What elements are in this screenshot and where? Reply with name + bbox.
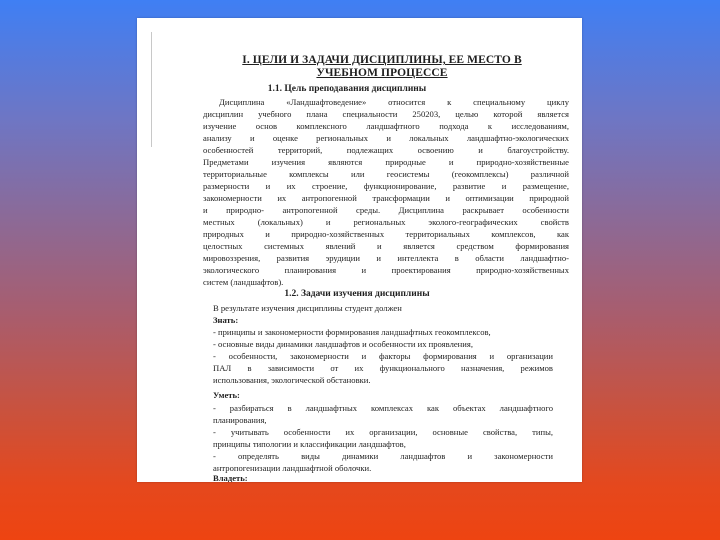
paragraph-line: дисциплин учебного плана специальности 250203, целью которой является bbox=[203, 109, 569, 119]
scanned-text bbox=[137, 18, 582, 482]
can-label: Уметь: bbox=[213, 390, 240, 400]
document-page bbox=[137, 18, 582, 482]
list-line: - особенности, закономерности и факторы формирования и организации bbox=[213, 351, 553, 361]
paragraph-line: анализу и оценке региональных и локальных ландшафтно-экологических bbox=[203, 133, 569, 143]
list-line: принципы типологии и классификации ландшафтов, bbox=[213, 439, 406, 449]
paragraph-line: целостных системных явлений и является средством формирования bbox=[203, 241, 569, 251]
list-line: антропогенизации ландшафтной оболочки. bbox=[213, 463, 372, 473]
list-line: - принципы и закономерности формирования ландшафтных геокомплексов, bbox=[213, 327, 491, 337]
paragraph-line: Предметами изучения являются природные и природно-хозяйственные bbox=[203, 157, 569, 167]
section-2-heading: 1.2. Задачи изучения дисциплины bbox=[284, 289, 430, 299]
paragraph-line: экологического планирования и проектирования природно-хозяйственных bbox=[203, 265, 569, 275]
section-2-intro: В результате изучения дисциплины студент должен bbox=[213, 303, 402, 313]
list-line: ПАЛ в зависимости от их функционального назначения, режимов bbox=[213, 363, 553, 373]
list-line: - разбираться в ландшафтных комплексах как объектах ландшафтного bbox=[213, 403, 553, 413]
paragraph-line: местных (локальных) и региональных эколого-географических свойств bbox=[203, 217, 569, 227]
paragraph-line: природных и природно-хозяйственных территориальных комплексов, как bbox=[203, 229, 569, 239]
know-label: Знать: bbox=[213, 315, 239, 325]
paragraph-line: и природно- антропогенной среды. Дисциплина раскрывает особенности bbox=[203, 205, 569, 215]
list-line: - основные виды динамики ландшафтов и особенности их проявления, bbox=[213, 339, 473, 349]
paragraph-line: Дисциплина «Ландшафтоведение» относится к специальному циклу bbox=[219, 97, 569, 107]
paragraph-line: особенностей территорий, подлежащих освоению и благоустройству. bbox=[203, 145, 569, 155]
title-line-1: I. ЦЕЛИ И ЗАДАЧИ ДИСЦИПЛИНЫ, ЕЕ МЕСТО В bbox=[242, 54, 522, 66]
list-line: использования, экологической обстановки. bbox=[213, 375, 371, 385]
page-edge-line bbox=[151, 32, 152, 147]
list-line: планирования, bbox=[213, 415, 267, 425]
paragraph-line: территориальные комплексы или геосистемы (геокомплексы) различной bbox=[203, 169, 569, 179]
paragraph-line: систем (ландшафтов). bbox=[203, 277, 284, 287]
title-line-2: УЧЕБНОМ ПРОЦЕССЕ bbox=[316, 67, 448, 79]
paragraph-line: размерности и их строение, функционирование, развитие и размещение, bbox=[203, 181, 569, 191]
list-line: - определять виды динамики ландшафтов и закономерности bbox=[213, 451, 553, 461]
list-line: - учитывать особенности их организации, основные свойства, типы, bbox=[213, 427, 553, 437]
paragraph-line: изучение основ комплексного ландшафтного подхода к исследованиям, bbox=[203, 121, 569, 131]
paragraph-line: мировоззрения, развития эрудиции и интеллекта в области ландшафтно- bbox=[203, 253, 569, 263]
paragraph-line: закономерности их антропогенной трансформации и оптимизации природной bbox=[203, 193, 569, 203]
section-1-heading: 1.1. Цель преподавания дисциплины bbox=[267, 84, 427, 94]
own-label: Владеть: bbox=[213, 473, 248, 482]
